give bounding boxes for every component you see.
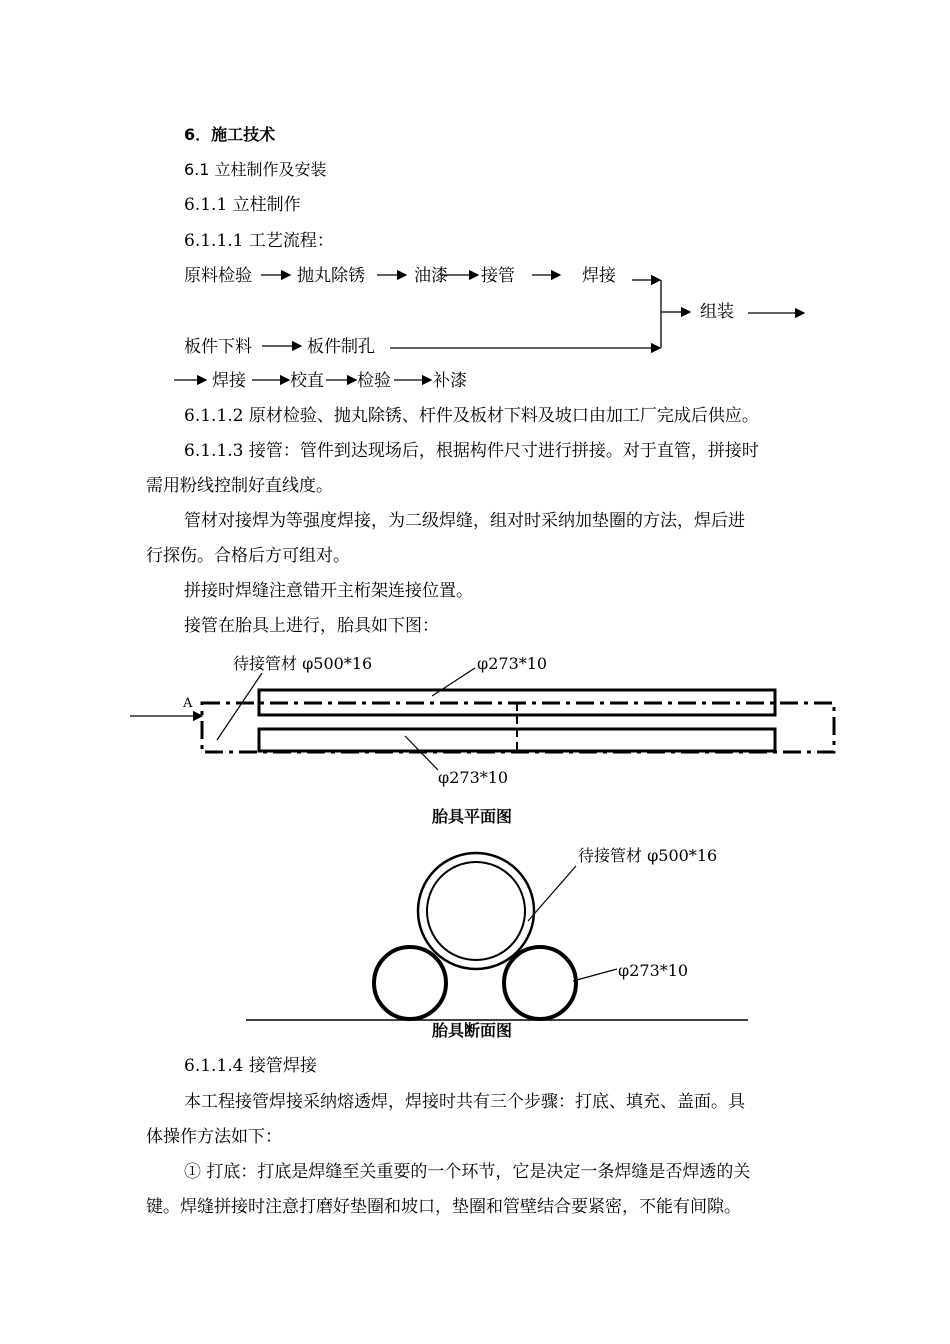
heading-6-1-1: 6.1.1 立柱制作 [184,195,301,215]
section-mark: A [183,696,193,711]
paragraph: 行探伤。合格后方可组对。 [146,546,350,566]
flow-step: 校直 [290,371,324,391]
paragraph: 6.1.1.3 接管：管件到达现场后，根据构件尺寸进行拼接。对于直管，拼接时 [184,441,759,461]
flow-step: 接管 [481,266,515,286]
flow-step: 板件下料 [184,337,252,357]
flow-step: 油漆 [414,266,448,286]
paragraph: 拼接时焊缝注意错开主桁架连接位置。 [184,581,473,601]
flow-step: 补漆 [433,371,467,391]
main-pipe-inner [427,862,525,960]
flow-step: 板件制孔 [307,337,375,357]
heading-6: 6．施工技术 [184,125,276,144]
section-label-main-pipe: 待接管材 φ500*16 [578,846,718,865]
plan-label-main-pipe: 待接管材 φ500*16 [233,654,373,673]
paragraph: 体操作方法如下： [146,1127,282,1147]
flow-step: 原料检验 [184,266,252,286]
flow-step-assembly: 组装 [700,302,734,322]
heading-6-1: 6.1 立柱制作及安装 [184,160,327,179]
main-pipe-outer [418,853,534,969]
support-pipe-left [374,947,446,1019]
paragraph: ① 打底：打底是焊缝至关重要的一个环节，它是决定一条焊缝是否焊透的关 [184,1162,751,1182]
plan-label-top-pipe: φ273*10 [477,654,548,673]
plan-caption: 胎具平面图 [432,807,513,826]
flow-step: 焊接 [582,266,616,286]
paragraph: 接管在胎具上进行，胎具如下图： [184,616,439,636]
flow-step: 检验 [357,371,391,391]
section-caption: 胎具断面图 [432,1021,513,1040]
paragraph: 管材对接焊为等强度焊接，为二级焊缝，组对时采纳加垫圈的方法，焊后进 [184,511,745,531]
paragraph: 需用粉线控制好直线度。 [146,476,333,496]
flow-step: 抛丸除锈 [297,266,365,286]
section-label-support-pipe: φ273*10 [618,961,689,980]
paragraph: 6.1.1.2 原材检验、抛丸除锈、杆件及板材下料及坡口由加工厂完成后供应。 [184,406,759,426]
leader-line [528,866,576,921]
plan-label-bottom-pipe: φ273*10 [438,768,509,787]
paragraph: 本工程接管焊接采纳熔透焊，焊接时共有三个步骤：打底、填充、盖面。具 [184,1092,745,1112]
flow-step: 焊接 [212,371,246,391]
heading-6-1-1-1: 6.1.1.1 工艺流程： [184,231,334,251]
support-pipe-right [504,947,576,1019]
paragraph: 键。焊缝拼接时注意打磨好垫圈和坡口，垫圈和管壁结合要紧密，不能有间隙。 [146,1197,741,1217]
leader-line [573,969,617,981]
heading-6-1-1-4: 6.1.1.4 接管焊接 [184,1056,317,1076]
